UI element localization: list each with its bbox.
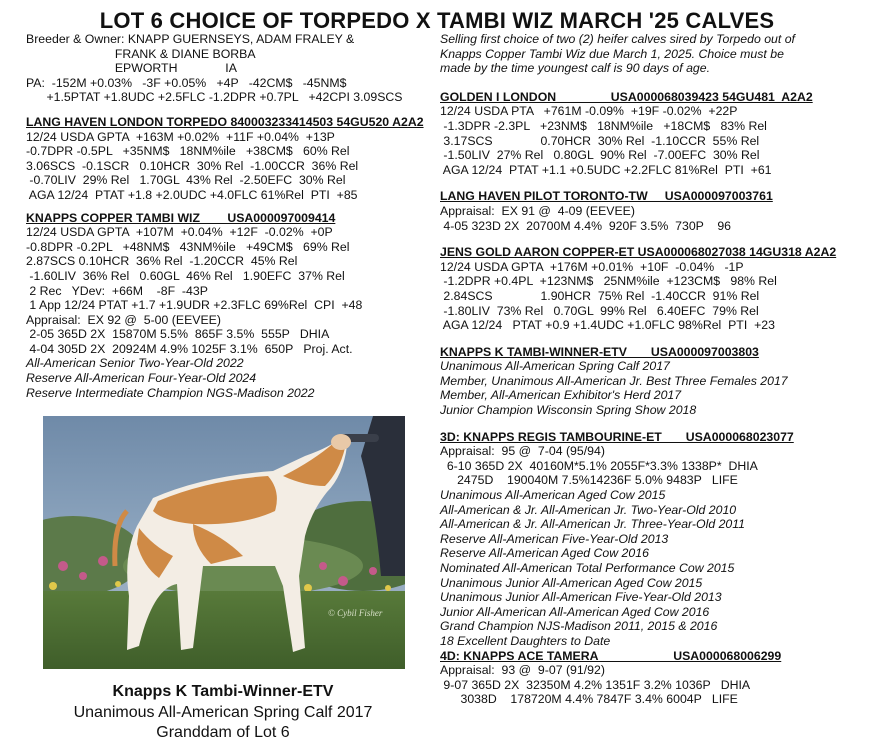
- honor-line: All-American & Jr. All-American Jr. Three-Year-Old 2011: [440, 517, 746, 532]
- cow-photo: [43, 416, 405, 669]
- proof-line: -1.80LIV 73% Rel 0.70GL 99% Rel 6.40EFC 79% Rel: [440, 303, 759, 318]
- regis-record: [440, 444, 860, 488]
- dam-proof: [26, 225, 434, 356]
- record-line: 4-04 305D 2X 20924M 4.9% 1025F 3.1% 650P Proj. Act.: [26, 341, 353, 356]
- proof-line: -1.3DPR -2.3PL +23NM$ 18NM%ile +18CM$ 83% Rel: [440, 118, 767, 133]
- golden-heading: GOLDEN I LONDON USA000068039423 54GU481 A2A2: [440, 89, 813, 104]
- proof-line: 12/24 USDA GPTA +176M +0.01% +10F -0.04% -1P: [440, 259, 744, 274]
- proof-line: 2.87SCS 0.10HCR 36% Rel -1.20CCR 45% Rel: [26, 254, 298, 269]
- proof-line: AGA 12/24 PTAT +0.9 +1.4UDC +1.0FLC 98%Rel PTI +23: [440, 318, 775, 333]
- appraisal-line: Appraisal: EX 91 @ 4-09 (EEVEE): [440, 203, 635, 218]
- proof-line: 12/24 USDA GPTA +163M +0.02% +11F +0.04% +13P: [26, 129, 335, 144]
- proof-line: -0.8DPR -0.2PL +48NM$ 43NM%ile +49CM$ 69% Rel: [26, 239, 350, 254]
- pa-line: PA: -152M +0.03% -3F +0.05% +4P -42CM$ -45NM$: [26, 75, 347, 90]
- proof-line: 2 Rec YDev: +66M -8F -43P: [26, 283, 208, 298]
- honor-line: Reserve All-American Five-Year-Old 2013: [440, 531, 669, 546]
- proof-line: -0.70LIV 29% Rel 1.70GL 43% Rel -2.50EFC 30% Rel: [26, 173, 346, 188]
- honor-line: Unanimous All-American Spring Calf 2017: [440, 359, 670, 374]
- record-line: 6-10 365D 2X 40160M*5.1% 2055F*3.3% 1338P* DHIA: [440, 458, 758, 473]
- honor-line: Unanimous All-American Aged Cow 2015: [440, 488, 666, 503]
- left-column: [26, 32, 434, 400]
- honor-line: Nominated All-American Total Performance Cow 2015: [440, 561, 735, 575]
- proof-line: -1.60LIV 36% Rel 0.60GL 46% Rel 1.90EFC 37% Rel: [26, 268, 345, 283]
- pilot-heading: LANG HAVEN PILOT TORONTO-TW USA000097003761: [440, 189, 773, 204]
- honor-line: Grand Champion NJS-Madison 2011, 2015 & 2016: [440, 619, 718, 634]
- jens-heading: JENS GOLD AARON COPPER-ET USA000068027038 14GU318 A2A2: [440, 245, 837, 260]
- appraisal-line: Appraisal: 95 @ 7-04 (95/94): [440, 444, 605, 459]
- honor-line: Junior All-American All-American Aged Cow 2016: [440, 604, 710, 619]
- photo-caption-name: Knapps K Tambi-Winner-ETV: [112, 683, 334, 700]
- sale-intro: [440, 32, 860, 76]
- sire-proof: [26, 130, 434, 203]
- jens-proof: [440, 260, 860, 333]
- breeder-line: FRANK & DIANE BORBA: [26, 46, 256, 61]
- proof-line: 2.84SCS 1.90HCR 75% Rel -1.40CCR 91% Rel: [440, 288, 760, 303]
- record-line: 4-05 323D 2X 20700M 4.4% 920F 3.5% 730P 96: [440, 218, 731, 233]
- golden-proof: [440, 104, 860, 177]
- honor-line: Reserve Intermediate Champion NGS-Madison 2022: [26, 385, 315, 400]
- proof-line: AGA 12/24 PTAT +1.1 +0.5UDC +2.2FLC 81%Rel PTI +61: [440, 162, 772, 177]
- proof-line: AGA 12/24 PTAT +1.8 +2.0UDC +4.0FLC 61%Rel PTI +85: [26, 187, 358, 202]
- proof-line: 3.17SCS 0.70HCR 30% Rel -1.10CCR 55% Rel: [440, 133, 760, 148]
- honor-line: Member, All-American Exhibitor's Herd 2017: [440, 388, 682, 403]
- dam-heading: KNAPPS COPPER TAMBI WIZ USA000097009414: [26, 210, 336, 225]
- tamera-record: [440, 663, 860, 707]
- proof-line: 3.06SCS -0.1SCR 0.10HCR 30% Rel -1.00CCR 36% Rel: [26, 158, 359, 173]
- record-line: 9-07 365D 2X 32350M 4.2% 1351F 3.2% 1036P DHIA: [440, 677, 751, 692]
- breeder-line: EPWORTH IA: [26, 61, 237, 76]
- proof-line: -0.7DPR -0.5PL +35NM$ 18NM%ile +38CM$ 60% Rel: [26, 144, 350, 159]
- pa-line: +1.5PTAT +1.8UDC +2.5FLC -1.2DPR +0.7PL +42CPI 3.09SCS: [26, 90, 403, 105]
- record-line: 3038D 178720M 4.4% 7847F 3.4% 6004P LIFE: [440, 692, 738, 707]
- record-line: 2-05 365D 2X 15870M 5.5% 865F 3.5% 555P DHIA: [26, 327, 330, 342]
- breeder-info: [26, 32, 434, 105]
- proof-line: 12/24 USDA GPTA +107M +0.04% +12F -0.02% +0P: [26, 225, 333, 240]
- tamera-heading: 4D: KNAPPS ACE TAMERA USA000068006299: [440, 648, 782, 663]
- honor-line: All-American & Jr. All-American Jr. Two-Year-Old 2010: [440, 502, 737, 517]
- breeder-line: Breeder & Owner: KNAPP GUERNSEYS, ADAM FRALEY &: [26, 32, 355, 46]
- proof-line: -1.2DPR +0.4PL +123NM$ 25NM%ile +123CM$ 98% Rel: [440, 274, 777, 289]
- intro-line: made by the time youngest calf is 90 days of age.: [440, 61, 711, 76]
- photo-caption-honor: Unanimous All-American Spring Calf 2017: [73, 704, 373, 721]
- honor-line: All-American Senior Two-Year-Old 2022: [26, 356, 244, 371]
- winner-heading: KNAPPS K TAMBI-WINNER-ETV USA000097003803: [440, 344, 759, 359]
- regis-heading: 3D: KNAPPS REGIS TAMBOURINE-ET USA000068023077: [440, 429, 794, 444]
- proof-line: 12/24 USDA PTA +761M -0.09% +19F -0.02% +22P: [440, 104, 738, 119]
- honor-line: Reserve All-American Aged Cow 2016: [440, 546, 649, 561]
- sire-heading: LANG HAVEN LONDON TORPEDO 840003233414503 54GU520 A2A2: [26, 114, 424, 129]
- right-column: [440, 32, 860, 707]
- lot-title: LOT 6 CHOICE OF TORPEDO X TAMBI WIZ MARCH '25 CALVES: [99, 8, 775, 33]
- proof-line: -1.50LIV 27% Rel 0.80GL 90% Rel -7.00EFC 30% Rel: [440, 148, 760, 163]
- dam-honors: [26, 356, 434, 400]
- honor-line: Member, Unanimous All-American Jr. Best Three Females 2017: [440, 373, 788, 388]
- honor-line: Unanimous Junior All-American Five-Year-Old 2013: [440, 590, 722, 605]
- winner-honors: [440, 359, 860, 417]
- pilot-record: [440, 204, 860, 233]
- photo-watermark: © Cybil Fisher: [328, 608, 383, 618]
- record-line: 2475D 190040M 7.5%14236F 5.0% 9483P LIFE: [440, 473, 738, 488]
- honor-line: Junior Champion Wisconsin Spring Show 2018: [440, 403, 697, 418]
- intro-line: Selling first choice of two (2) heifer calves sired by Torpedo out of: [440, 32, 795, 46]
- appraisal-line: Appraisal: 93 @ 9-07 (91/92): [440, 663, 605, 678]
- honor-line: Unanimous Junior All-American Aged Cow 2015: [440, 575, 703, 590]
- intro-line: Knapps Copper Tambi Wiz due March 1, 2025. Choice must be: [440, 46, 784, 61]
- proof-line: 1 App 12/24 PTAT +1.7 +1.9UDR +2.3FLC 69%Rel CPI +48: [26, 298, 363, 313]
- honor-line: Reserve All-American Four-Year-Old 2024: [26, 371, 257, 386]
- honor-line: 18 Excellent Daughters to Date: [440, 633, 611, 648]
- appraisal-line: Appraisal: EX 92 @ 5-00 (EEVEE): [26, 312, 221, 327]
- regis-honors: [440, 488, 860, 649]
- photo-caption-relation: Granddam of Lot 6: [156, 724, 290, 741]
